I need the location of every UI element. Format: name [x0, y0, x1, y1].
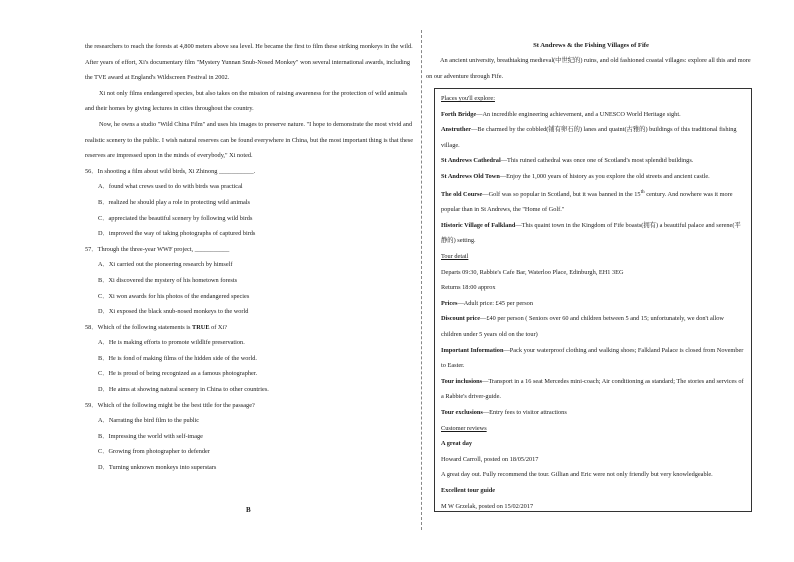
question-58-stem-post: of Xi? — [209, 323, 228, 331]
place-name: St Andrews Cathedral — [441, 157, 501, 165]
question-58-option-b: B．He is fond of making films of the hidden side of the world. — [98, 354, 257, 362]
departs-line: Departs 09:30, Rabbie's Cafe Bar, Waterloo Place, Edinburgh, EH1 3EG — [441, 268, 624, 276]
review-author: M W Grzelak, posted on 15/02/2017 — [441, 502, 534, 510]
article-title: St Andrews & the Fishing Villages of Fife — [533, 42, 649, 49]
question-56-option-c: C．appreciated the beautiful scenery by following wild birds — [98, 214, 253, 222]
discount-text: —£40 per person ( Seniors over 60 and children between 5 and 15; unfortunately, we don't allow children under 5 years old on the tour) — [441, 315, 724, 338]
discount-label: Discount price — [441, 315, 481, 323]
important-info-line — [441, 343, 745, 374]
article-intro: An ancient university, breathtaking medieval(中世纪的) ruins, and old fashioned coastal villages: explore all this and more on our adventure through Fife. — [426, 57, 751, 80]
question-56-option-b: B．realized he should play a role in protecting wild animals — [98, 198, 250, 206]
question-58-stem — [85, 320, 415, 336]
place-item — [441, 218, 745, 249]
important-label: Important Information — [441, 346, 504, 354]
passage-paragraph: the researchers to reach the forests at 4,800 meters above sea level. He became the first to film these striking monkeys in the wild. After years of effort, Xi's documentary film "Mystery Yunnan Snub-Nosed Monkey" won several international awards, including the TVE award at England's Wildscreen Festival in 2002. — [85, 43, 413, 82]
question-58-option-a: A．He is making efforts to promote wildlife preservation. — [98, 339, 245, 347]
place-desc-cont: century. And nowhere was it more popular than in St Andrews, the "Home of Golf." — [441, 190, 733, 214]
question-58-option-c: C．He is proud of being recognized as a famous photographer. — [98, 370, 258, 378]
ordinal-suffix: th — [640, 188, 645, 195]
review-text: A great day out. Fully recommend the tour. Gillian and Eric were not only friendly but very knowledgeable. — [441, 471, 713, 479]
inclusions-text: —Transport in a 16 seat Mercedes mini-coach; Air conditioning as standard; The stories and services of a Rabbie's driver-guide. — [441, 377, 744, 401]
prices-line — [441, 296, 745, 312]
exclusions-text: —Entry fees to visitor attractions — [482, 408, 567, 416]
question-57-stem: 57．Through the three-year WWF project, ___________ — [85, 245, 230, 253]
exclusions-label: Tour exclusions — [441, 408, 483, 416]
returns-line: Returns 18:00 approx — [441, 284, 496, 292]
question-56-stem: 56．In shooting a film about wild birds, Xi Zhinong ___________. — [85, 167, 256, 175]
place-name: Anstruther — [441, 126, 472, 134]
place-name: Forth Bridge — [441, 110, 477, 118]
places-heading: Places you'll explore: — [441, 95, 495, 102]
place-name: Historic Village of Falkland — [441, 221, 516, 229]
question-57-option-d: D．Xi exposed the black snub-nosed monkeys to the world — [98, 308, 249, 316]
inclusions-label: Tour inclusions — [441, 377, 483, 385]
place-desc: —Golf was so popular in Scotland, but it was banned in the 15 — [482, 190, 641, 198]
question-59-option-d: D．Turning unknown monkeys into superstars — [98, 464, 217, 472]
question-58-option-d: D．He aims at showing natural scenery in China to other countries. — [98, 386, 269, 394]
place-item — [441, 169, 745, 185]
question-59-option-c: C．Growing from photographer to defender — [98, 448, 210, 456]
question-56-option-a: A．found what crews used to do with birds was practical — [98, 183, 243, 191]
place-item — [441, 122, 745, 153]
section-label: B — [246, 506, 251, 514]
place-name: St Andrews Old Town — [441, 172, 500, 180]
question-57-option-a: A．Xi carried out the pioneering research by himself — [98, 261, 233, 269]
exclusions-line — [441, 405, 745, 421]
question-59-stem: 59．Which of the following might be the best title for the passage? — [85, 401, 255, 409]
place-desc: —An incredible engineering achievement, and a UNESCO World Heritage sight. — [476, 110, 681, 118]
reviews-heading: Customer reviews — [441, 424, 487, 432]
question-57-option-b: B．Xi discovered the mystery of his hometown forests — [98, 276, 238, 284]
passage-paragraph: Xi not only films endangered species, but also takes on the mission of raising awareness for the protection of wild animals and their homes by giving lectures in cities throughout the country. — [85, 89, 408, 113]
question-59-option-a: A．Narrating the bird film to the public — [98, 417, 200, 425]
question-58-stem-bold: TRUE — [192, 323, 210, 331]
tour-info-box — [434, 88, 752, 512]
place-item — [441, 153, 745, 169]
place-item — [441, 185, 745, 218]
left-column — [85, 39, 415, 476]
question-57-option-c: C．Xi won awards for his photos of the endangered species — [98, 292, 250, 300]
review-title: A great day — [441, 440, 473, 448]
prices-label: Prices — [441, 299, 458, 307]
question-59-option-b: B．Impressing the world with self-image — [98, 432, 203, 440]
place-desc: —Enjoy the 1,000 years of history as you explore the old streets and ancient castle. — [499, 172, 710, 180]
important-text: —Pack your waterproof clothing and walking shoes; Falkland Palace is closed from November to Easter. — [441, 346, 744, 370]
right-column — [426, 39, 756, 84]
prices-text: —Adult price: £45 per person — [457, 299, 533, 307]
question-58-stem-pre: 58．Which of the following statements is — [85, 323, 193, 331]
inclusions-line — [441, 374, 745, 405]
place-desc: —This quaint town in the Kingdom of Fife boasts(拥有) a beautiful palace and serene(平静的) setting. — [441, 221, 741, 245]
tour-detail-heading: Tour detail — [441, 253, 469, 261]
review-author: Howard Carroll, posted on 18/05/2017 — [441, 455, 539, 463]
discount-line — [441, 311, 745, 342]
place-name: The old Course — [441, 190, 483, 198]
column-divider — [421, 30, 422, 530]
review-title: Excellent tour guide — [441, 486, 496, 494]
passage-paragraph: Now, he owns a studio "Wild China Film" and uses his images to preserve nature. "I hope to demonstrate the most vivid and realistic scenery to the public. I wish natural reserves can be found everywhere in China, but the most important thing is that these reserves are impressed upon in the minds of everybody," Xi noted. — [85, 120, 414, 160]
question-56-option-d: D．improved the way of taking photographs of captured birds — [98, 230, 256, 238]
place-desc: —This ruined cathedral was once one of Scotland's most splendid buildings. — [500, 157, 694, 165]
place-desc: —Be charmed by the cobbled(铺有卵石的) lanes and quaint(古雅的) buildings of this traditional fishing village. — [441, 126, 737, 149]
place-item — [441, 107, 745, 123]
